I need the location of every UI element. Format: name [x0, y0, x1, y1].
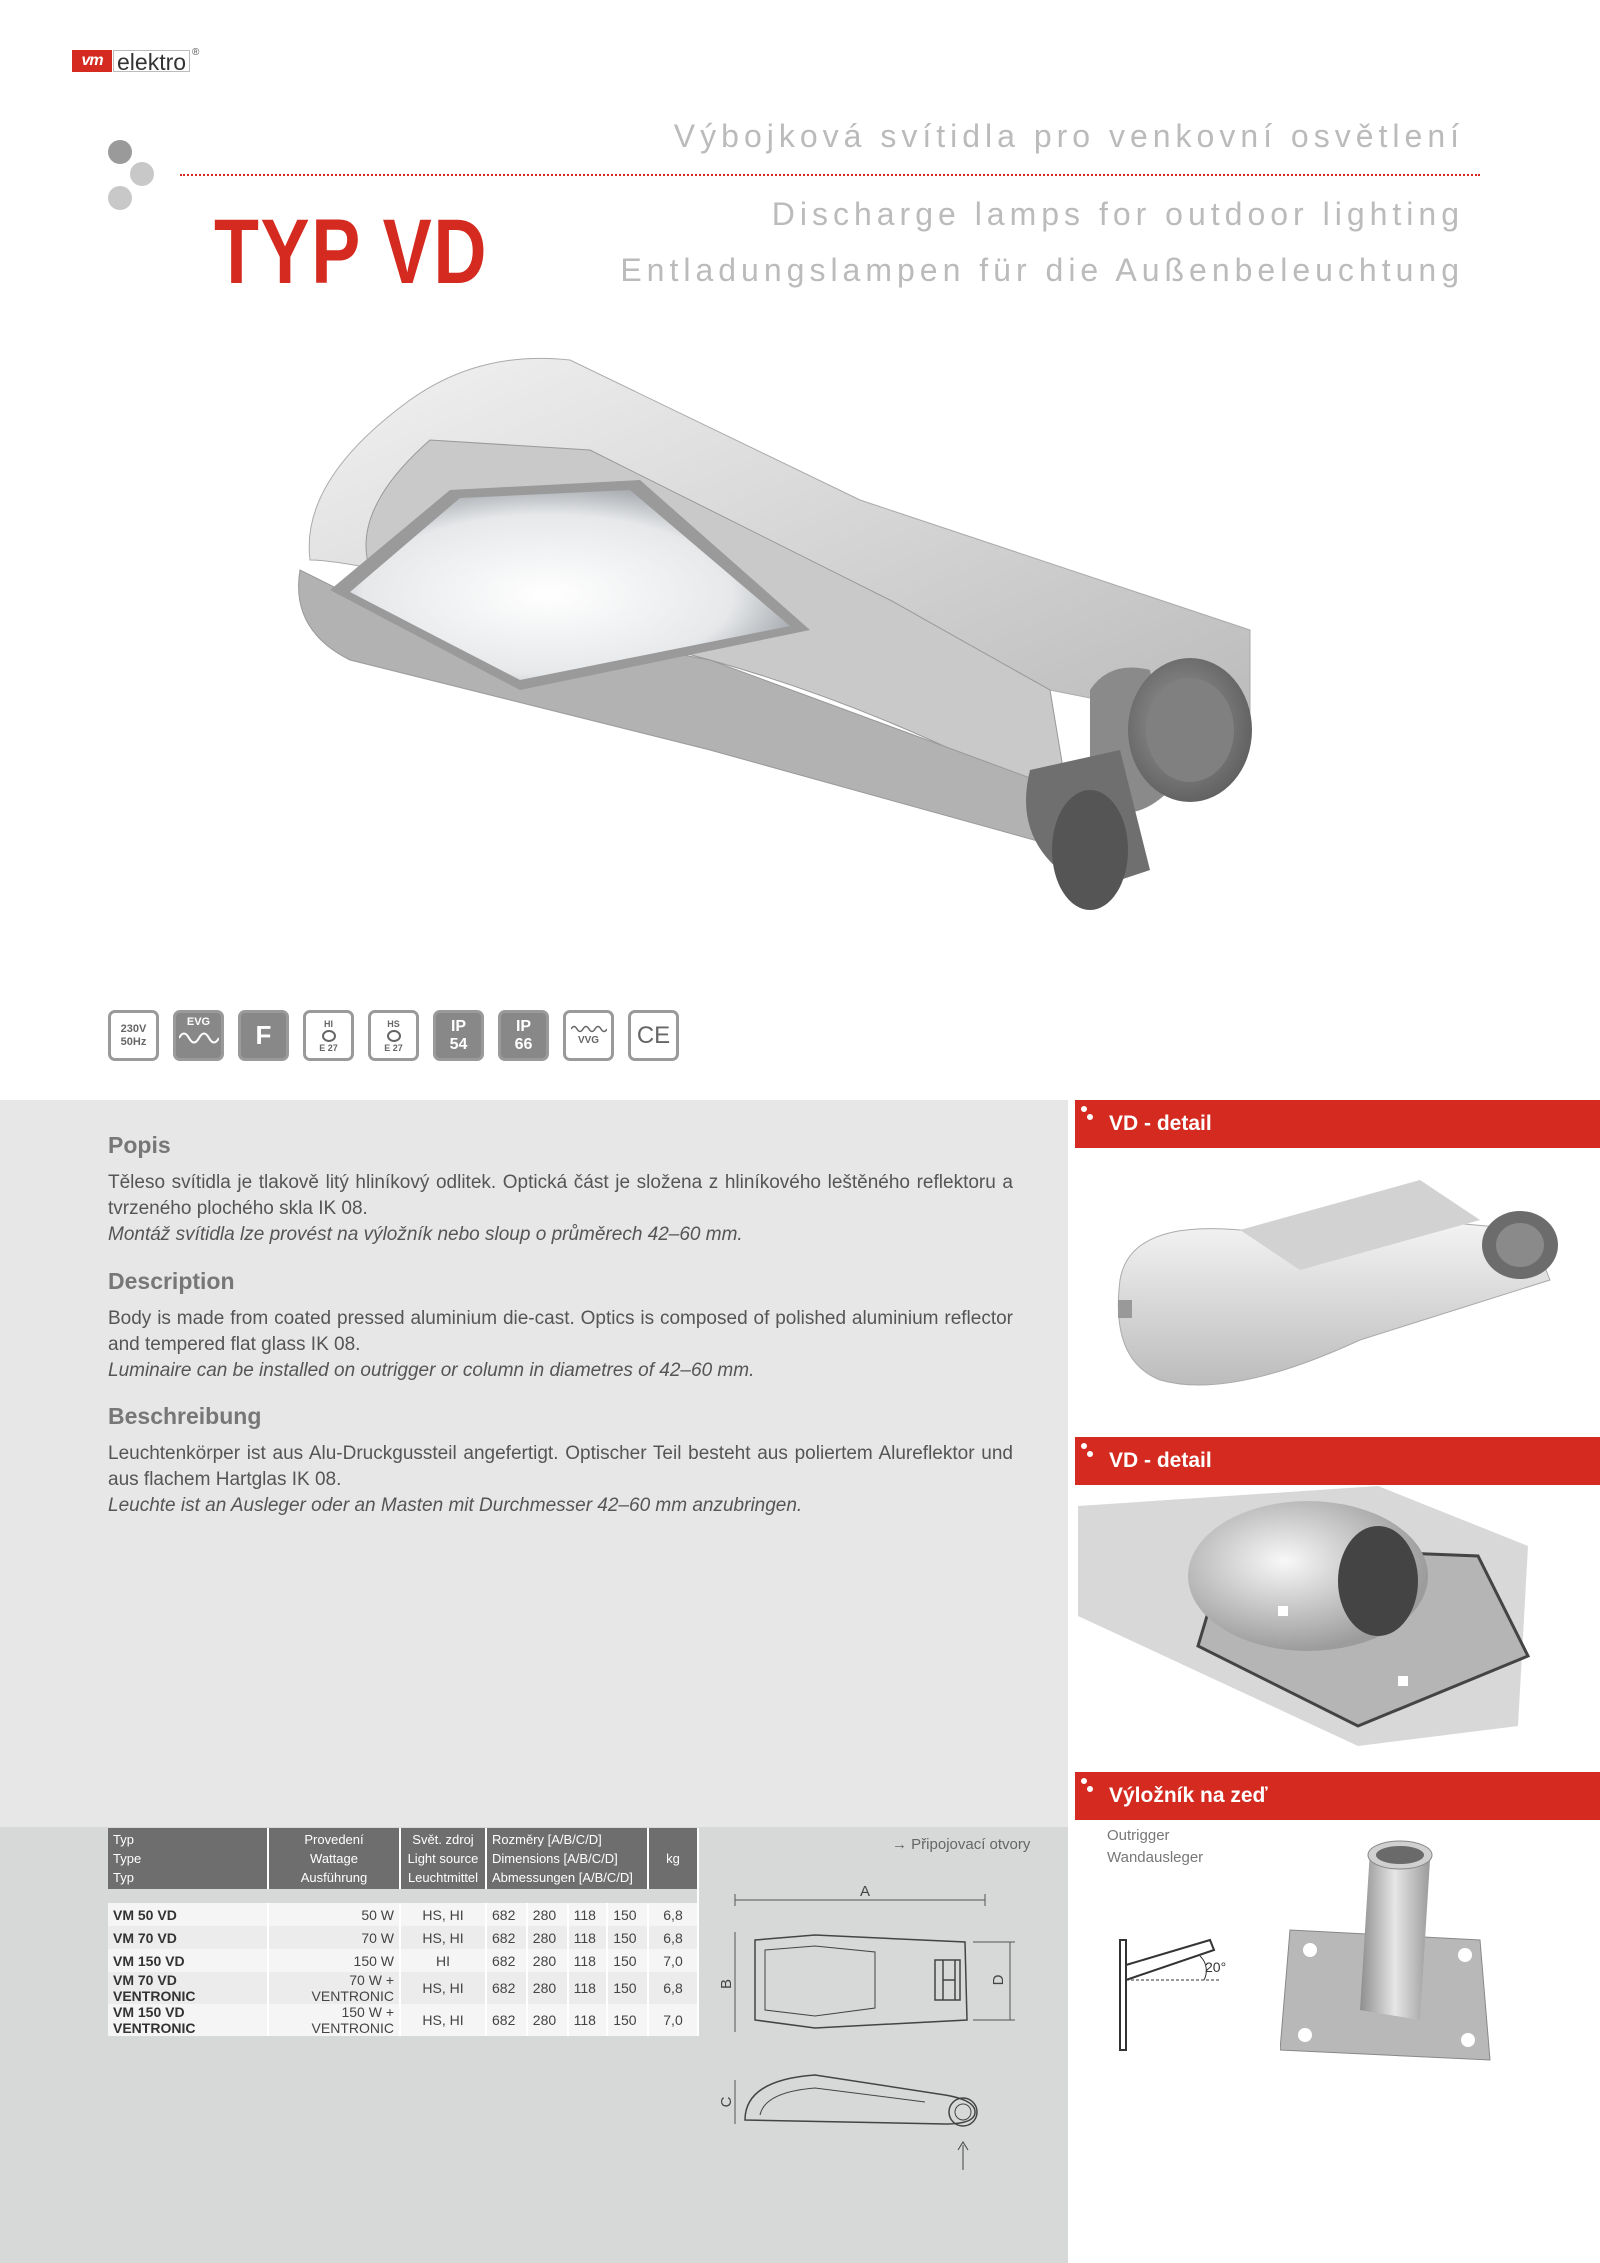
section-title-popis: Popis	[108, 1132, 171, 1158]
decor-dot	[130, 162, 154, 186]
section-text-description	[108, 1306, 1013, 1384]
table-row: VM 70 VD 70 W HS, HI 682 280 118 150 6,8	[108, 1926, 698, 1949]
outrigger-label: Outrigger	[1107, 1827, 1170, 1844]
detail-photo-1	[1100, 1160, 1580, 1400]
arrow-right-icon: →	[892, 1836, 912, 1853]
angle-label: 20°	[1205, 1959, 1227, 1975]
detail-header-1: VD - detail	[1075, 1100, 1600, 1148]
dimension-drawing	[705, 1880, 1025, 2180]
connection-holes-note	[892, 1836, 1030, 1853]
registered-mark: ®	[192, 47, 200, 58]
decor-dot	[108, 186, 132, 210]
section-title-beschreibung: Beschreibung	[108, 1403, 262, 1429]
dim-b-label: B	[718, 1978, 735, 1990]
col-header-source: Svět. zdroj Light source Leuchtmittel	[400, 1828, 486, 1889]
title-divider	[180, 174, 1480, 176]
table-header-row	[108, 1828, 698, 1889]
col-header-dimensions: Rozměry [A/B/C/D] Dimensions [A/B/C/D] Abmessungen [A/B/C/D]	[486, 1828, 648, 1889]
hs-e27-icon: HS E 27	[368, 1010, 419, 1061]
table-row: VM 50 VD 50 W HS, HI 682 280 118 150 6,8	[108, 1903, 698, 1926]
dim-c-label: C	[718, 2096, 735, 2108]
spec-table	[108, 1828, 699, 2036]
connection-holes-label: Připojovací otvory	[911, 1836, 1031, 1853]
logo-mark: vm	[72, 50, 112, 72]
logo-text: elektro	[113, 50, 190, 72]
paragraph: Body is made from coated pressed aluminium die-cast. Optics is composed of polished aluminium reflector and tempered flat glass IK 08.	[108, 1308, 1013, 1355]
table-row: VM 150 VD 150 W HI 682 280 118 150 7,0	[108, 1949, 698, 1972]
col-header-wattage: Provedení Wattage Ausführung	[268, 1828, 400, 1889]
lamp-main-photo	[290, 330, 1370, 950]
ip54-icon: IP 54	[433, 1010, 484, 1061]
paragraph-italic: Leuchte ist an Ausleger oder an Masten mit Durchmesser 42–60 mm anzubringen.	[108, 1495, 803, 1516]
section-text-beschreibung	[108, 1441, 1013, 1519]
bracket-drawing	[1110, 1920, 1230, 2070]
decor-dot	[108, 140, 132, 164]
paragraph: Leuchtenkörper ist aus Alu-Druckgussteil angefertigt. Optischer Teil besteht aus poliertem Alureflektor und aus flachem Hartglas IK 08.	[108, 1443, 1013, 1490]
bracket-photo	[1280, 1830, 1500, 2070]
col-header-type: Typ Type Typ	[108, 1828, 268, 1889]
paragraph: Těleso svítidla je tlakově litý hliníkový odlitek. Optická část je složena z hliníkového leštěného reflektoru a tvrzeného plochého skla IK 08.	[108, 1172, 1013, 1219]
section-title-description: Description	[108, 1268, 235, 1294]
table-row: VM 150 VD VENTRONIC 150 W + VENTRONIC HS, HI 682 280 118 150 7,0	[108, 2004, 698, 2036]
product-type: TYP VD	[214, 201, 489, 303]
voltage-icon: 230V 50Hz	[108, 1010, 159, 1061]
company-logo	[72, 47, 200, 75]
col-header-kg: kg	[648, 1828, 698, 1889]
paragraph-italic: Luminaire can be installed on outrigger or column in diametres of 42–60 mm.	[108, 1360, 755, 1381]
title-german: Entladungslampen für die Außenbeleuchtung	[620, 252, 1464, 288]
dim-a-label: A	[859, 1883, 871, 1900]
title-czech: Výbojková svítidla pro venkovní osvětlení	[673, 118, 1464, 154]
paragraph-italic: Montáž svítidla lze provést na výložník nebo sloup o průměrech 42–60 mm.	[108, 1224, 743, 1245]
detail-photo-2	[1078, 1486, 1600, 1746]
section-text-popis	[108, 1170, 1013, 1248]
evg-icon: EVG	[173, 1010, 224, 1061]
vvg-icon: VVG	[563, 1010, 614, 1061]
dim-d-label: D	[990, 1974, 1007, 1986]
bracket-header: Výložník na zeď	[1075, 1772, 1600, 1820]
detail-header-2: VD - detail	[1075, 1437, 1600, 1485]
title-english: Discharge lamps for outdoor lighting	[771, 196, 1464, 232]
ip66-icon: IP 66	[498, 1010, 549, 1061]
certification-icons	[108, 1010, 679, 1061]
hi-e27-icon: HI E 27	[303, 1010, 354, 1061]
table-row: VM 70 VD VENTRONIC 70 W + VENTRONIC HS, HI 682 280 118 150 6,8	[108, 1972, 698, 2004]
wandausleger-label: Wandausleger	[1107, 1849, 1204, 1866]
f-mark-icon: F	[238, 1010, 289, 1061]
ce-icon: CE	[628, 1010, 679, 1061]
